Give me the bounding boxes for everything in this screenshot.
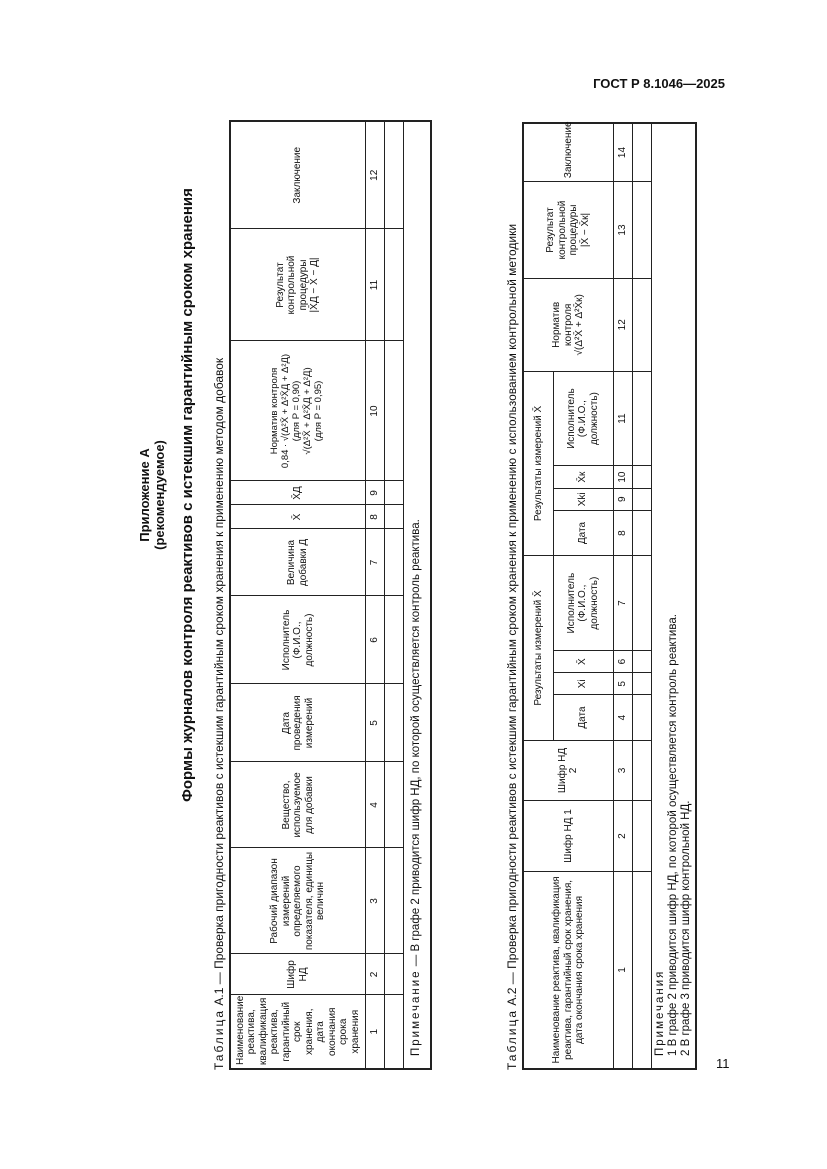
t2-h-xk: X̄к (553, 466, 613, 488)
t2-num: 12 (613, 278, 632, 371)
table1-caption (212, 358, 226, 1070)
t1-note-label: Примечание (410, 969, 423, 1056)
t2-h-group1: Результаты измерений X̄ (523, 556, 553, 741)
table2 (522, 122, 697, 1070)
t2-h-group2: Результаты измерений X̄ (523, 371, 553, 556)
t1-norm-formula2: √(Δ²X̄ + Δ²X̄Д + Δ²Д) (302, 367, 314, 455)
t1-note (403, 121, 431, 1069)
t1-result-title: Результат контрольной процедуры (274, 255, 309, 315)
t1-norm-formula1: 0,84 · √(Δ²X̄ + Δ²X̄Д + Δ²Д) (280, 353, 292, 469)
main-title: Формы журналов контроля реактивов с истекшим гарантийным сроком хранения (179, 188, 196, 802)
landscape-content (137, 0, 740, 1070)
table2-label: Таблица (505, 1008, 519, 1070)
t2-h-exec1: Исполнитель (Ф.И.О., должность) (553, 556, 613, 651)
t2-h-shifr2: Шифр НД 2 (523, 740, 613, 801)
t2-num: 14 (613, 123, 632, 182)
t1-result-formula: |X̄Д − X̄ − Д| (309, 257, 321, 313)
t2-note2: 2 В графе 3 приводится шифр контрольной НД. (679, 800, 692, 1056)
t1-num: 1 (365, 995, 384, 1069)
t1-num: 11 (365, 229, 384, 341)
t2-num: 7 (613, 556, 632, 651)
t2-h-xbar: X̄ (553, 651, 613, 673)
t2-h-xki: Xki (553, 488, 613, 510)
table1-caption-text: А.1 — Проверка пригодности реактивов с истекшим гарантийным сроком хранения к применению методом добавок (212, 357, 226, 1006)
table1 (229, 120, 432, 1070)
appendix-subtitle: (рекомендуемое) (152, 440, 167, 550)
t2-notes-label: Примечания (653, 969, 666, 1056)
t1-norm-p2: (для P = 0,95) (313, 380, 325, 442)
t1-h-date: Дата проведения измерений (230, 684, 365, 762)
t2-result-formula: |X̄ − X̄к| (579, 212, 591, 248)
t2-norm-title: Норматив контроля (551, 301, 574, 348)
t2-h-xi: Xi (553, 673, 613, 695)
table-row (632, 123, 651, 1069)
t1-h-range: Рабочий диапазон измерений определяемого показателя, единицы величин (230, 848, 365, 954)
t2-num: 4 (613, 695, 632, 740)
t2-num: 6 (613, 651, 632, 673)
t1-h-executor: Исполнитель (Ф.И.О., должность) (230, 596, 365, 684)
t2-h-date1: Дата (553, 695, 613, 740)
t2-result-title: Результат контрольной процедуры (545, 200, 580, 260)
t1-note-text: — В графе 2 приводится шифр НД, по которой осуществляется контроль реактива. (410, 519, 423, 967)
t2-h-conclusion: Заключение (523, 123, 613, 182)
t1-h-xbar-d: X̄Д (230, 481, 365, 505)
t2-h-name: Наименование реактива, квалификация реактива, гарантийный срок хранения, дата окончания срока хранения (523, 871, 613, 1069)
t2-num: 13 (613, 182, 632, 279)
t1-h-xbar: X̄ (230, 505, 365, 529)
t1-h-conclusion: Заключение (230, 121, 365, 229)
t1-num: 7 (365, 529, 384, 596)
t2-num: 9 (613, 488, 632, 510)
t1-num: 12 (365, 121, 384, 229)
t1-num: 9 (365, 481, 384, 505)
t2-num: 10 (613, 466, 632, 488)
t2-h-norm (523, 278, 613, 371)
t1-norm-title: Норматив контроля (269, 367, 281, 455)
t2-num: 5 (613, 673, 632, 695)
t2-num: 3 (613, 740, 632, 801)
t2-num: 2 (613, 801, 632, 872)
t1-num: 3 (365, 848, 384, 954)
table2-caption (505, 224, 519, 1070)
t2-h-shifr1: Шифр НД 1 (523, 801, 613, 872)
table1-label: Таблица (212, 1008, 226, 1070)
t2-note1: 1 В графе 2 приводится шифр НД, по которой осуществляется контроль реактива. (666, 614, 679, 1056)
t2-notes (651, 123, 696, 1069)
t1-h-shifr: Шифр НД (230, 954, 365, 995)
t1-num: 5 (365, 684, 384, 762)
t2-num: 8 (613, 510, 632, 555)
table2-caption-text: А.2 — Проверка пригодности реактивов с истекшим гарантийным сроком хранения к применению с использованием контрольной методики (505, 223, 519, 1006)
t1-num: 6 (365, 596, 384, 684)
t2-h-date2: Дата (553, 510, 613, 555)
t2-h-exec2: Исполнитель (Ф.И.О., должность) (553, 371, 613, 466)
t2-norm-formula: √(Δ²X̄ + Δ²X̄к) (574, 294, 585, 356)
t1-h-substance: Вещество, используемое для добавки (230, 762, 365, 848)
t1-norm-p1: (для P = 0,90) (291, 380, 303, 442)
t1-num: 8 (365, 505, 384, 529)
t1-h-norm (230, 341, 365, 481)
t1-num: 4 (365, 762, 384, 848)
t1-h-name: Наименование реактива, квалификация реактива, гарантийный срок хранения, дата окончания срока хранения (230, 995, 365, 1069)
t2-h-result (523, 182, 613, 279)
standard-number: ГОСТ Р 8.1046—2025 (593, 76, 725, 91)
t1-num: 10 (365, 341, 384, 481)
t2-num: 11 (613, 371, 632, 466)
t2-num: 1 (613, 871, 632, 1069)
t1-h-result (230, 229, 365, 341)
t1-h-additive: Величина добавки Д (230, 529, 365, 596)
t1-num: 2 (365, 954, 384, 995)
appendix-title: Приложение А (137, 448, 152, 542)
table-row (384, 121, 403, 1069)
page-number: 11 (716, 1056, 730, 1071)
